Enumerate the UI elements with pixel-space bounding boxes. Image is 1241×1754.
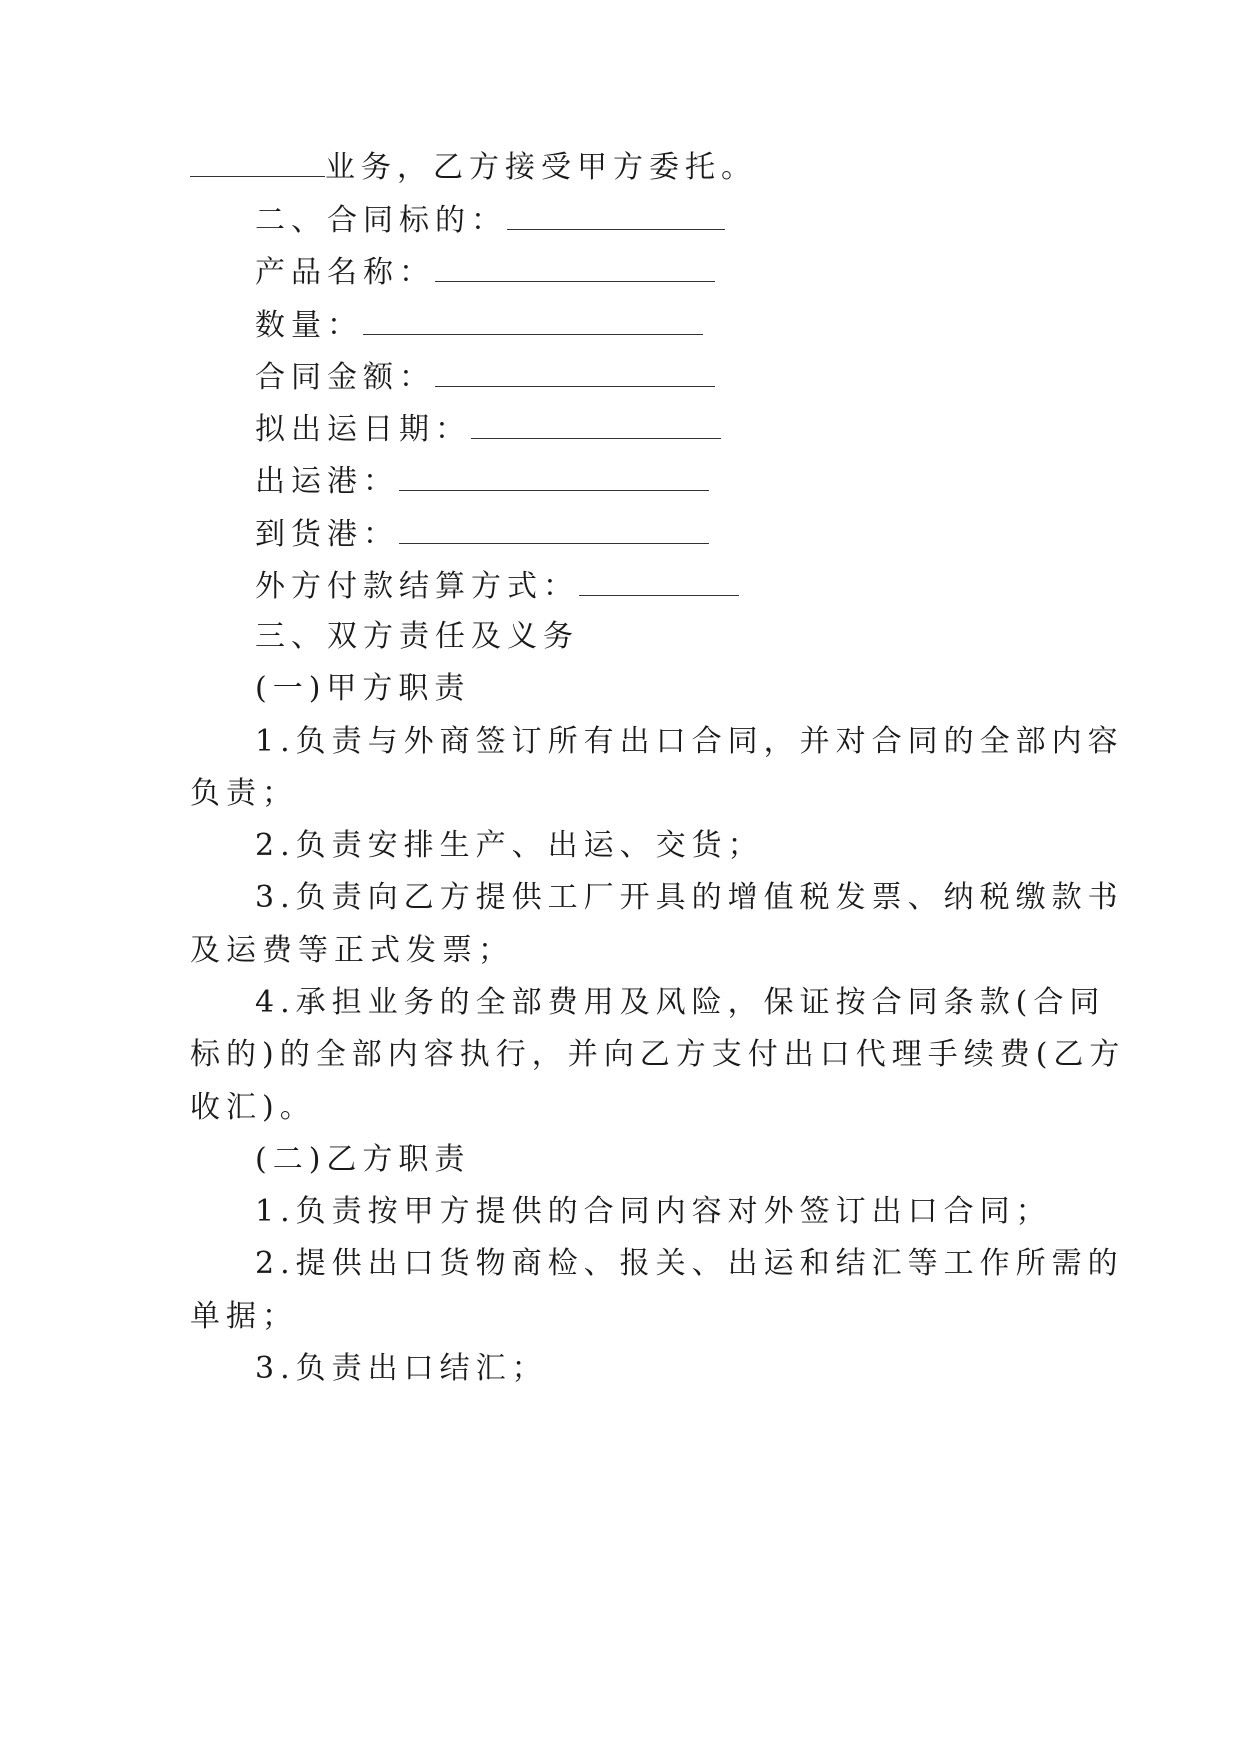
partyA-heading: (一)甲方职责 xyxy=(255,671,471,706)
field-port-of-destination xyxy=(255,513,715,555)
blank-field xyxy=(471,408,721,439)
field-payment-method xyxy=(255,565,745,607)
partyB-item3: 3.负责出口结汇； xyxy=(255,1351,548,1386)
blank-field xyxy=(507,199,725,230)
partyA-item3-line1: 3.负责向乙方提供工厂开具的增值税发票、纳税缴款书 xyxy=(255,880,1124,915)
partyB-item1: 1.负责按甲方提供的合同内容对外签订出口合同； xyxy=(255,1194,1052,1229)
partyB-item2-line1: 2.提供出口货物商检、报关、出运和结汇等工作所需的 xyxy=(255,1246,1124,1281)
intro-line xyxy=(190,146,757,188)
field-port-of-shipment xyxy=(255,460,715,502)
blank-field xyxy=(435,356,715,387)
intro-text: 业务，乙方接受甲方委托。 xyxy=(325,150,757,185)
partyA-item3-line2: 及运费等正式发票； xyxy=(190,933,514,968)
blank-field xyxy=(579,565,739,596)
field-label: 外方付款结算方式： xyxy=(255,569,579,604)
partyB-item2-line2: 单据； xyxy=(190,1299,298,1334)
partyA-item4-line3: 收汇)。 xyxy=(190,1090,316,1125)
field-label: 到货港： xyxy=(255,517,399,552)
field-label: 合同金额： xyxy=(255,360,435,395)
blank-field xyxy=(399,513,709,544)
blank-field xyxy=(363,304,703,335)
blank-field xyxy=(435,251,715,282)
section3-heading: 三、双方责任及义务 xyxy=(255,619,579,654)
field-label: 出运港： xyxy=(255,464,399,499)
intro-blank xyxy=(190,146,325,177)
partyA-item2: 2.负责安排生产、出运、交货； xyxy=(255,828,764,863)
partyA-item4-line1: 4.承担业务的全部费用及风险，保证按合同条款(合同 xyxy=(255,985,1106,1020)
partyA-item1-line1: 1.负责与外商签订所有出口合同，并对合同的全部内容 xyxy=(255,724,1124,759)
field-shipping-date xyxy=(255,408,727,450)
field-label: 拟出运日期： xyxy=(255,412,471,447)
blank-field xyxy=(399,460,709,491)
partyB-heading: (二)乙方职责 xyxy=(255,1142,471,1177)
field-label: 产品名称： xyxy=(255,255,435,290)
field-label: 数量： xyxy=(255,308,363,343)
field-contract-amount xyxy=(255,356,721,398)
field-quantity xyxy=(255,304,709,346)
section2-heading-line xyxy=(255,199,731,241)
field-product-name xyxy=(255,251,721,293)
partyA-item1-line2: 负责； xyxy=(190,776,298,811)
partyA-item4-line2: 标的)的全部内容执行，并向乙方支付出口代理手续费(乙方 xyxy=(190,1037,1126,1072)
section2-heading: 二、合同标的： xyxy=(255,203,507,238)
